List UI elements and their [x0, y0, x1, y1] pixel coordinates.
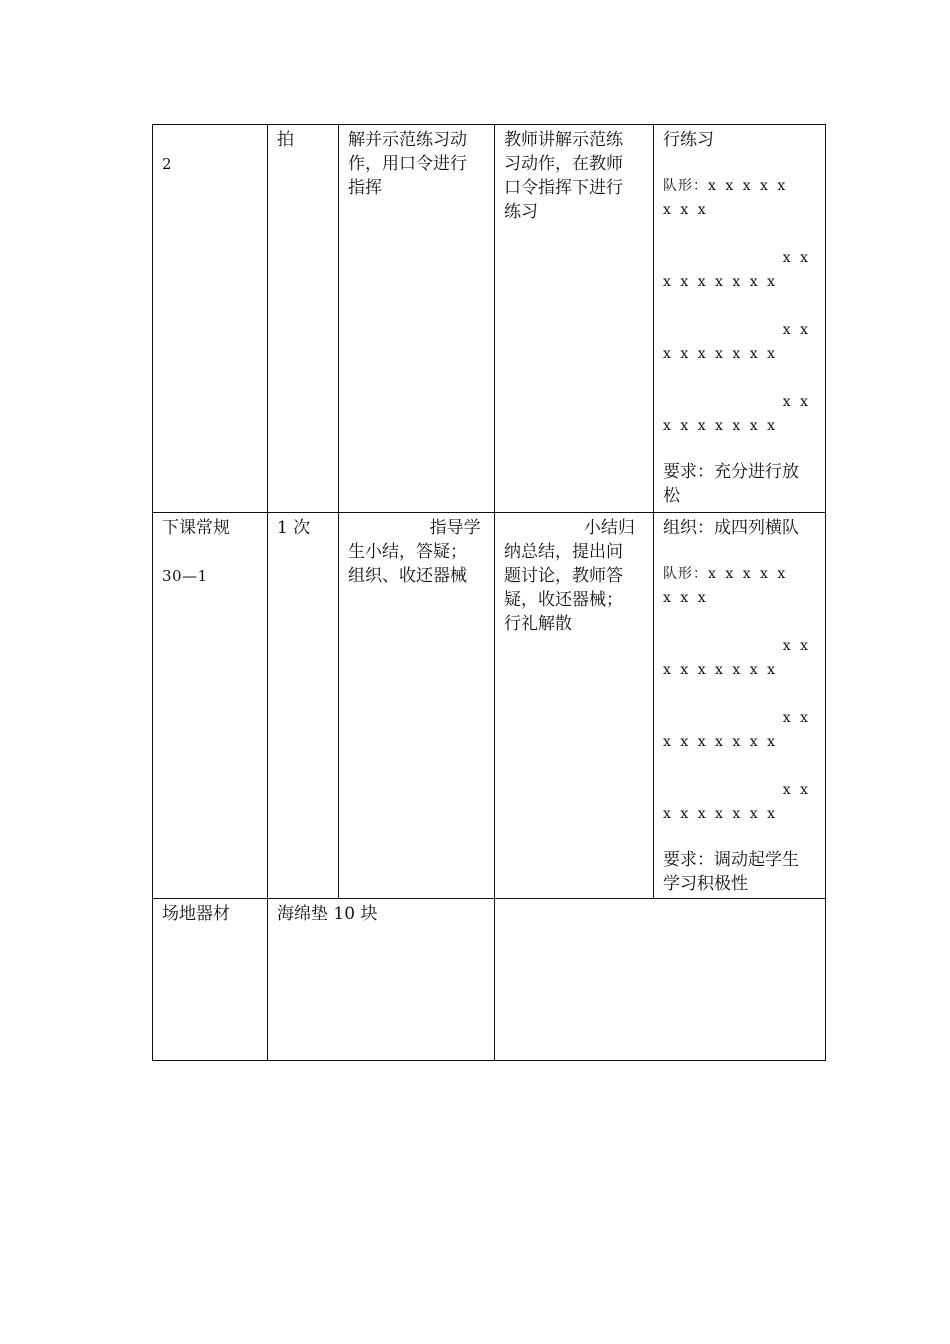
formation-line: x x	[782, 782, 809, 798]
row2-col3-line: 生小结，答疑；	[348, 542, 467, 562]
row1-col3-line: 指挥	[348, 178, 382, 198]
requirement-line: 学习积极性	[663, 874, 748, 894]
row2-col4-cell	[495, 513, 654, 899]
row1-col5-cell	[654, 125, 826, 513]
table-row	[153, 125, 826, 513]
formation-group	[663, 246, 817, 294]
row2-col3-line: 指导学	[429, 518, 481, 538]
row2-col2-text: 1 次	[277, 518, 311, 538]
row1-col3-line: 解并示范练习动	[348, 130, 467, 150]
formation-line: x x x x x x x	[663, 418, 776, 434]
table-row	[153, 513, 826, 899]
formation-group	[663, 390, 817, 438]
row2-col1-time: 30—1	[162, 567, 208, 585]
formation-line: x x x x x x x	[663, 346, 776, 362]
row1-col4-line: 习动作，在教师	[504, 154, 623, 174]
row2-col3-line: 组织、收还器械	[348, 566, 467, 586]
formation-line: x x x x x x x	[663, 662, 776, 678]
row2-col5-top: 组织：成四列横队	[663, 518, 799, 538]
formation-line: x x x x x x x	[663, 806, 776, 822]
row2-col4-line: 纳总结，提出问	[504, 542, 623, 562]
lesson-plan-table	[152, 124, 826, 1061]
formation-line: x x	[782, 322, 809, 338]
formation-line: x x x	[663, 590, 707, 606]
row2-col1-label: 下课常规	[162, 518, 230, 538]
table-row	[153, 899, 826, 1061]
requirement-line: 要求：充分进行放	[663, 462, 799, 482]
row2-col4-line: 行礼解散	[504, 614, 572, 634]
formation-line: x x	[782, 710, 809, 726]
formation-line: x x x	[663, 202, 707, 218]
row1-col4-line: 练习	[504, 202, 538, 222]
row1-col4-line: 教师讲解示范练	[504, 130, 623, 150]
requirement-line: 要求：调动起学生	[663, 850, 799, 870]
row1-col4-cell	[495, 125, 654, 513]
row2-col4-line: 小结归	[583, 518, 635, 538]
row1-col3-line: 作，用口令进行	[348, 154, 467, 174]
formation-line: x x	[782, 638, 809, 654]
row1-col2-text: 拍	[277, 130, 294, 150]
formation-group	[663, 778, 817, 826]
venue-value: 海绵垫 10 块	[277, 904, 378, 924]
formation-line: x x	[782, 394, 809, 410]
row2-col5-cell	[654, 513, 826, 899]
row1-col1-text: 2	[162, 155, 173, 173]
row1-col3-cell	[339, 125, 495, 513]
requirement-line: 松	[663, 486, 680, 506]
row1-col4-line: 口令指挥下进行	[504, 178, 623, 198]
row2-col3-cell	[339, 513, 495, 899]
venue-label: 场地器材	[162, 904, 230, 924]
row2-col1-cell	[153, 513, 268, 899]
row2-col2-cell	[268, 513, 339, 899]
row1-col5-top: 行练习	[663, 130, 714, 150]
formation-group	[663, 706, 817, 754]
venue-extra-cell	[495, 899, 826, 1061]
formation-line: x x x x x x x	[663, 734, 776, 750]
formation-label: 队形：x x x x x	[663, 178, 787, 194]
row1-col2-cell	[268, 125, 339, 513]
formation-group	[663, 318, 817, 366]
formation-line: x x	[782, 250, 809, 266]
formation-label: 队形：x x x x x	[663, 566, 787, 582]
venue-label-cell	[153, 899, 268, 1061]
row2-col4-line: 题讨论，教师答	[504, 566, 623, 586]
formation-group	[663, 634, 817, 682]
row1-col1-cell	[153, 125, 268, 513]
venue-value-cell	[268, 899, 495, 1061]
formation-line: x x x x x x x	[663, 274, 776, 290]
row2-col4-line: 疑，收还器械；	[504, 590, 623, 610]
